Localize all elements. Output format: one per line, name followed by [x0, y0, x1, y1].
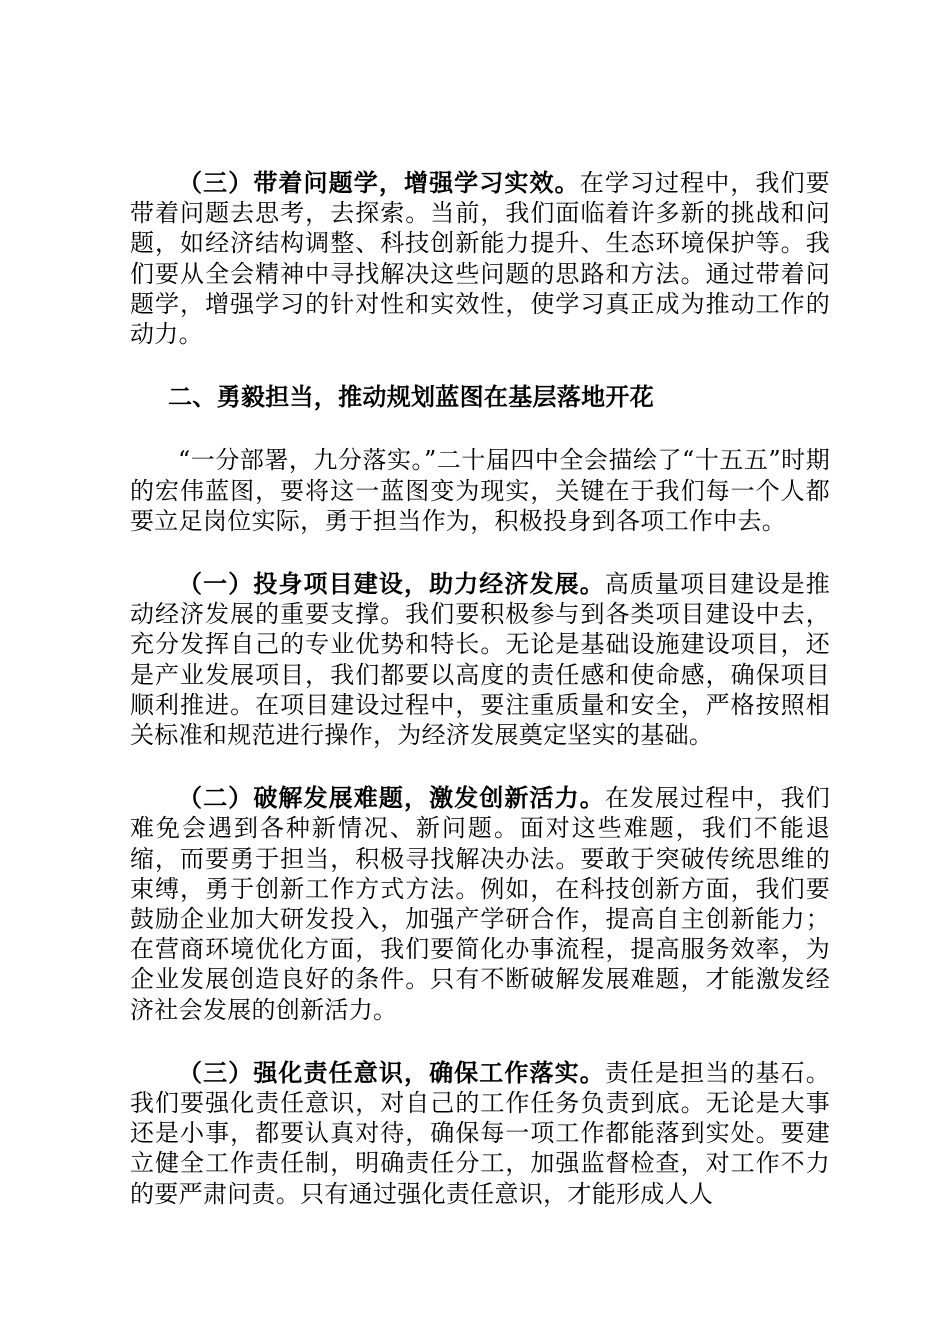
paragraph-body: “一分部署，九分落实。”二十届四中全会描绘了“十五五”时期的宏伟蓝图，要将这一蓝图变为现实，关键在于我们每一个人都要立足岗位实际，勇于担当作为，积极投身到各项工作中去。 — [130, 446, 830, 535]
paragraph-lead: （一）投身项目建设，助力经济发展。 — [178, 570, 605, 599]
paragraph-innovation — [130, 783, 830, 1025]
paragraph-project-construction — [130, 569, 830, 750]
paragraph-lead: （三）带着问题学，增强学习实效。 — [178, 169, 580, 197]
paragraph-body: 在学习过程中，我们要带着问题去思考，去探索。当前，我们面临着许多新的挑战和问题，如经济结构调整、科技创新能力提升、生态环境保护等。我们要从全会精神中寻找解决这些问题的思路和方法。通过带着问题学，增强学习的针对性和实效性，使学习真正成为推动工作的动力。 — [130, 169, 830, 349]
paragraph-body: 在发展过程中，我们难免会遇到各种新情况、新问题。面对这些难题，我们不能退缩，而要勇于担当，积极寻找解决办法。要敢于突破传统思维的束缚，勇于创新工作方式方法。例如，在科技创新方面，我们要鼓励企业加大研发投入，加强产学研合作，提高自主创新能力；在营商环境优化方面，我们要简化办事流程，提高服务效率，为企业发展创造良好的条件。只有不断破解发展难题，才能激发经济社会发展的创新活力。 — [130, 784, 830, 1024]
paragraph-body: 高质量项目建设是推动经济发展的重要支撑。我们要积极参与到各类项目建设中去，充分发挥自己的专业优势和特长。无论是基础设施建设项目，还是产业发展项目，我们都要以高度的责任感和使命感，确保项目顺利推进。在项目建设过程中，要注重质量和安全，严格按照相关标准和规范进行操作，为经济发展奠定坚实的基础。 — [130, 570, 830, 750]
paragraph-intro — [130, 445, 830, 536]
section-heading: 二、勇毅担当，推动规划蓝图在基层落地开花 — [168, 383, 654, 412]
paragraph-study-with-problems — [130, 168, 830, 349]
paragraph-lead: （三）强化责任意识，确保工作落实。 — [178, 1058, 605, 1087]
paragraph-lead: （二）破解发展难题，激发创新活力。 — [178, 784, 605, 813]
paragraph-responsibility — [130, 1058, 830, 1209]
document-page — [130, 168, 830, 1242]
paragraph-body: 责任是担当的基石。我们要强化责任意识，对自己的工作任务负责到底。无论是大事还是小事，都要认真对待，确保每一项工作都能落到实处。要建立健全工作责任制，明确责任分工，加强监督检查，对工作不力的要严肃问责。只有通过强化责任意识，才能形成人人 — [130, 1058, 830, 1208]
